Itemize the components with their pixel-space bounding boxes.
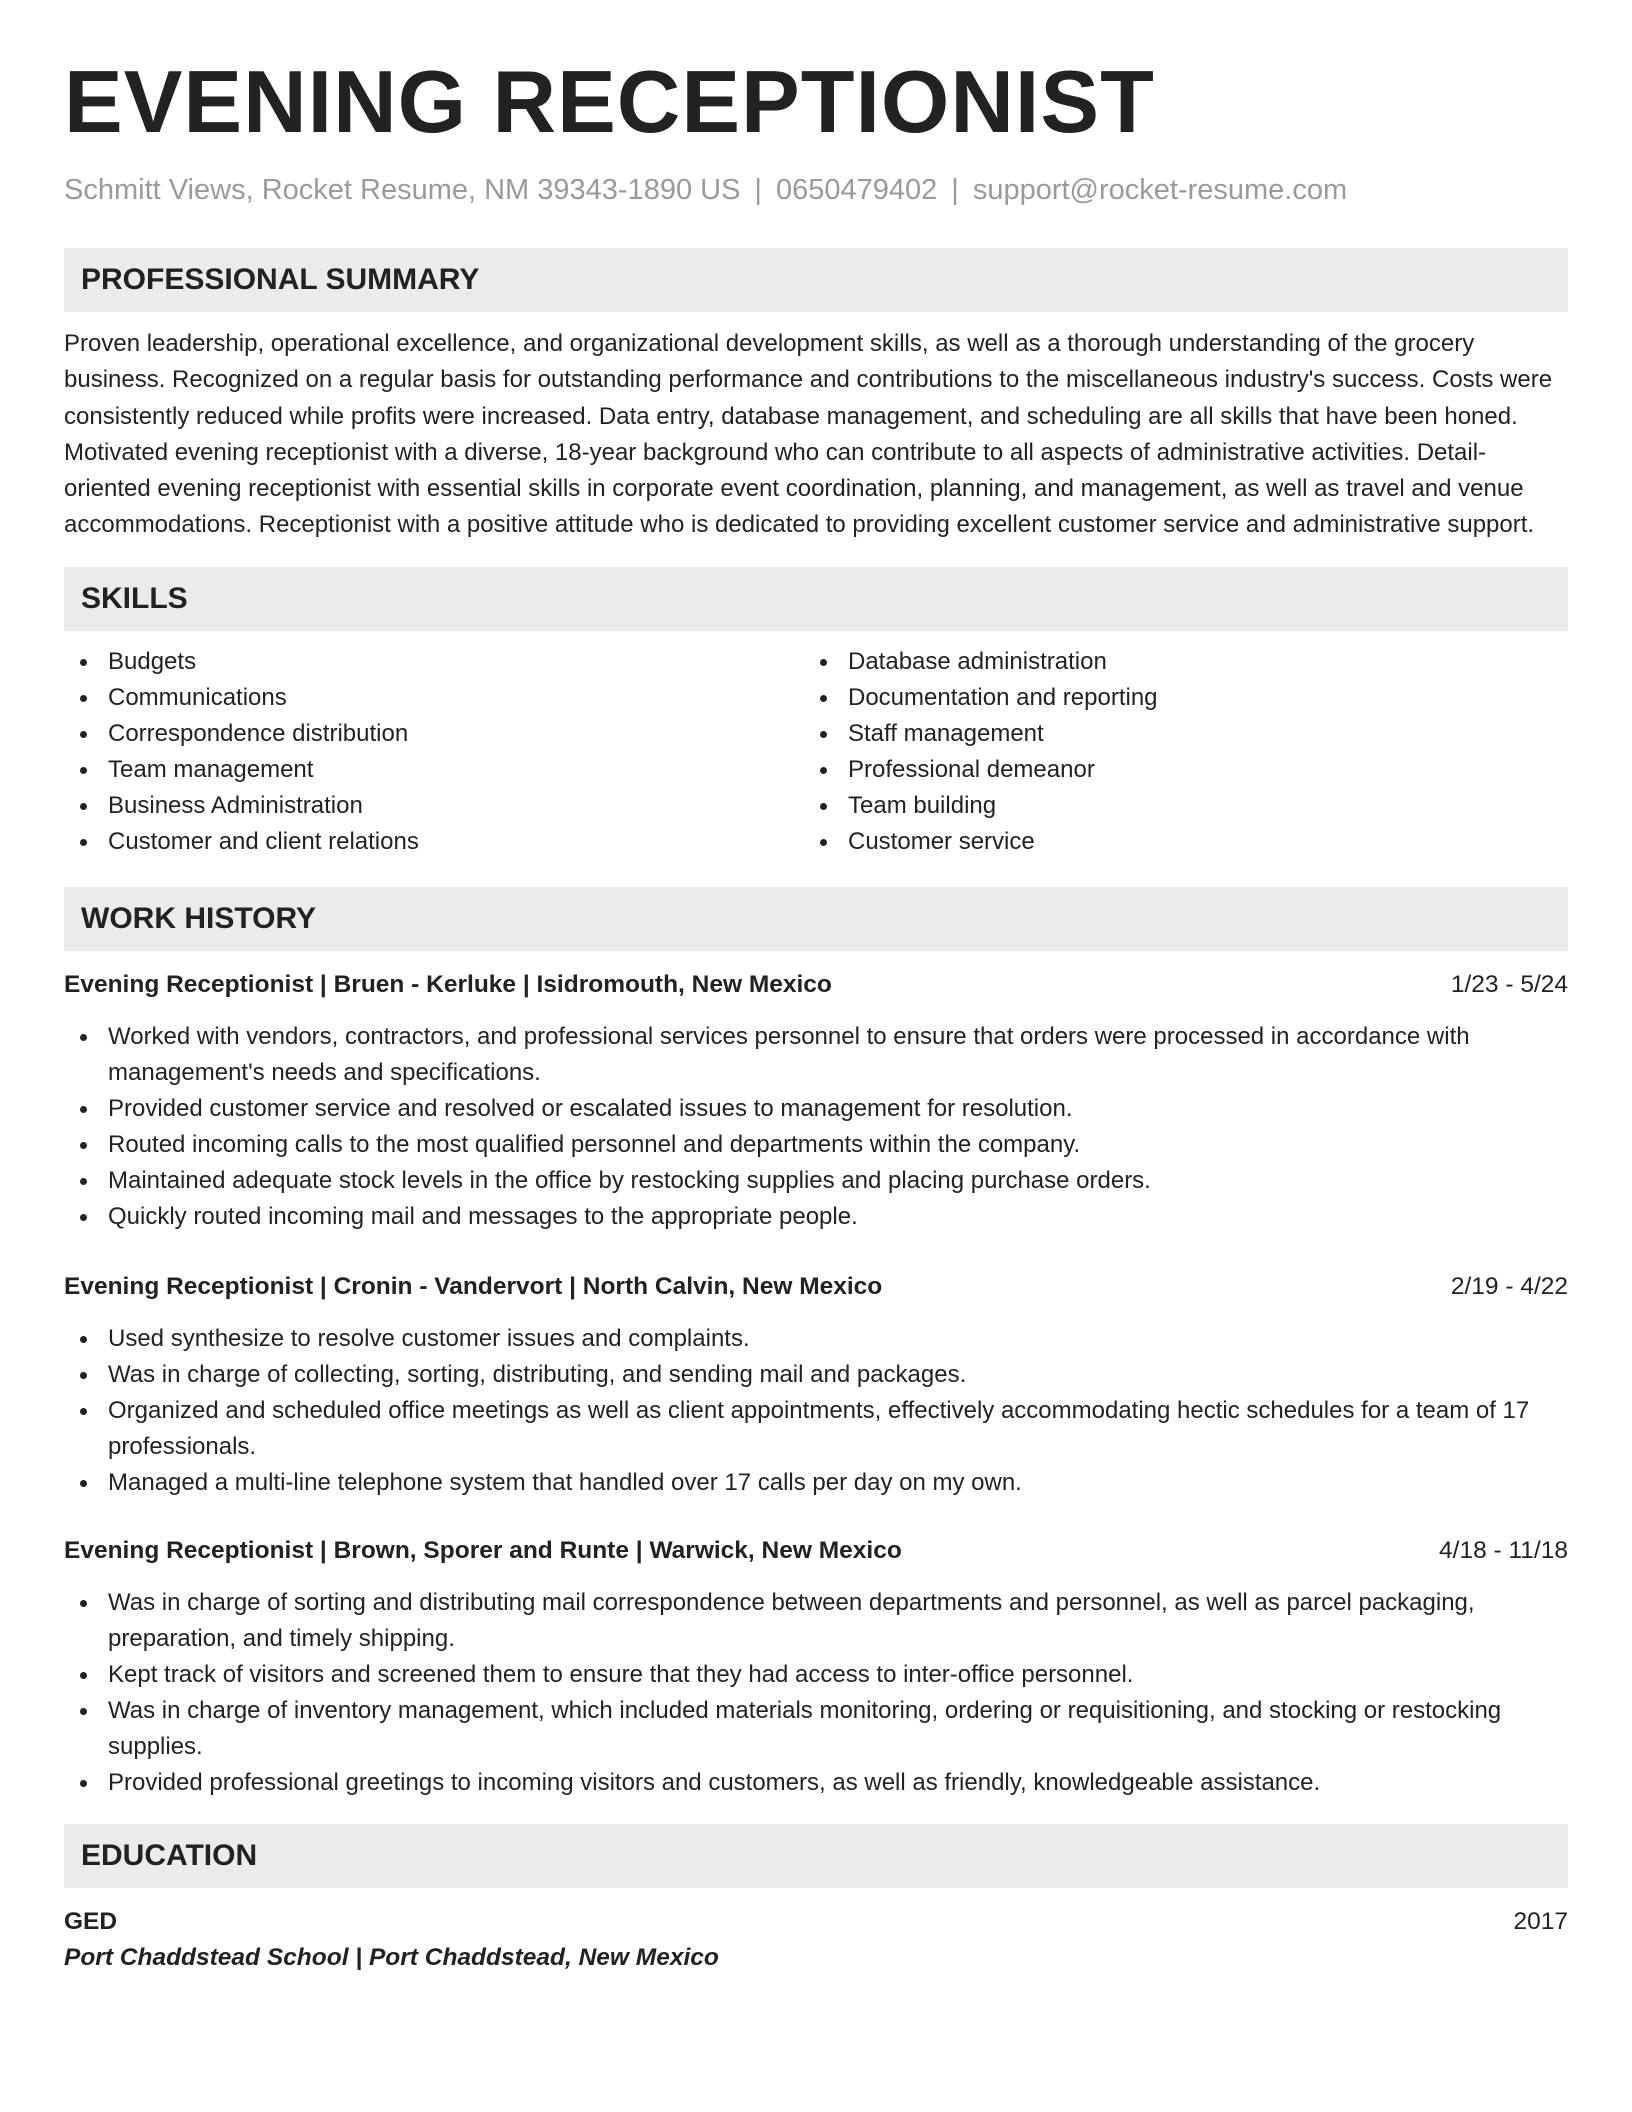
contact-phone: 0650479402 xyxy=(775,174,938,206)
skill-item: Correspondence distribution xyxy=(64,716,804,752)
job-header xyxy=(64,967,1568,1003)
summary-text: Proven leadership, operational excellence, and organizational development skills, as well as a thorough understanding of the grocery business. Recognized on a regular basis for outstanding performance and contributions to the miscellaneous industry's success. Costs were consistently reduced while profits were increased. Data entry, database management, and scheduling are all skills that have been honed. Motivated evening receptionist with a diverse, 18-year background who can contribute to all aspects of administrative activities. Detail-oriented evening receptionist with essential skills in corporate event coordination, planning, and management, as well as travel and venue accommodations. Receptionist with a positive attitude who is dedicated to providing excellent customer service and administrative support. xyxy=(64,330,1553,539)
job-bullet: Was in charge of inventory management, which included materials monitoring, ordering or requisitioning, and stocking or restocking supplies. xyxy=(64,1693,1568,1765)
job-dates: 4/18 - 11/18 xyxy=(1439,1536,1568,1564)
resume-name: EVENING RECEPTIONIST xyxy=(64,52,1155,151)
section-heading-work-history: WORK HISTORY xyxy=(64,887,1568,951)
job-title: Evening Receptionist | Bruen - Kerluke | Isidromouth, New Mexico xyxy=(64,970,832,998)
skill-item: Professional demeanor xyxy=(804,752,1544,788)
job-header xyxy=(64,1269,1568,1305)
job-bullet: Provided professional greetings to incoming visitors and customers, as well as friendly, knowledgeable assistance. xyxy=(64,1765,1568,1801)
skill-item: Team management xyxy=(64,752,804,788)
job-bullet: Managed a multi-line telephone system that handled over 17 calls per day on my own. xyxy=(64,1465,1568,1501)
skill-item: Team building xyxy=(804,788,1544,824)
job-dates: 2/19 - 4/22 xyxy=(1450,1272,1568,1300)
job-bullet: Maintained adequate stock levels in the office by restocking supplies and placing purchase orders. xyxy=(64,1163,1568,1199)
job-bullet: Was in charge of collecting, sorting, distributing, and sending mail and packages. xyxy=(64,1357,1568,1393)
job-bullet: Kept track of visitors and screened them to ensure that they had access to inter-office personnel. xyxy=(64,1657,1568,1693)
skill-item: Database administration xyxy=(804,644,1544,680)
job-bullets xyxy=(64,1019,1568,1235)
job-entry xyxy=(64,1533,1568,1801)
job-bullet: Organized and scheduled office meetings as well as client appointments, effectively accommodating hectic schedules for a team of 17 professionals. xyxy=(64,1393,1568,1465)
job-bullet: Routed incoming calls to the most qualified personnel and departments within the company. xyxy=(64,1127,1568,1163)
skill-item: Documentation and reporting xyxy=(804,680,1544,716)
section-heading-skills: SKILLS xyxy=(64,567,1568,631)
job-title: Evening Receptionist | Brown, Sporer and Runte | Warwick, New Mexico xyxy=(64,1536,902,1564)
contact-separator: | xyxy=(754,174,762,206)
skill-item: Staff management xyxy=(804,716,1544,752)
education-year: 2017 xyxy=(1513,1907,1568,1935)
contact-address: Schmitt Views, Rocket Resume, NM 39343-1890 US xyxy=(64,174,741,206)
job-dates: 1/23 - 5/24 xyxy=(1450,970,1568,998)
skill-item: Customer service xyxy=(804,824,1544,860)
section-heading-summary: PROFESSIONAL SUMMARY xyxy=(64,248,1568,312)
skill-item: Communications xyxy=(64,680,804,716)
education-degree: GED xyxy=(64,1907,118,1935)
job-bullets xyxy=(64,1321,1568,1501)
contact-line xyxy=(64,172,1568,208)
skill-item: Business Administration xyxy=(64,788,804,824)
job-bullet: Used synthesize to resolve customer issues and complaints. xyxy=(64,1321,1568,1357)
job-bullet: Was in charge of sorting and distributing mail correspondence between departments and personnel, as well as parcel packaging, preparation, and timely shipping. xyxy=(64,1585,1568,1657)
education-entry xyxy=(64,1904,1568,1976)
job-entry xyxy=(64,967,1568,1235)
job-header xyxy=(64,1533,1568,1569)
education-school: Port Chaddstead School | Port Chaddstead, New Mexico xyxy=(64,1943,719,1971)
job-bullet: Quickly routed incoming mail and messages to the appropriate people. xyxy=(64,1199,1568,1235)
job-entry xyxy=(64,1269,1568,1501)
contact-email: support@rocket-resume.com xyxy=(972,174,1348,206)
job-bullets xyxy=(64,1585,1568,1801)
skills-column-right xyxy=(804,644,1544,860)
skills-column-left xyxy=(64,644,804,860)
contact-separator: | xyxy=(951,174,959,206)
job-bullet: Provided customer service and resolved or escalated issues to management for resolution. xyxy=(64,1091,1568,1127)
job-bullet: Worked with vendors, contractors, and professional services personnel to ensure that orders were processed in accordance with management's needs and specifications. xyxy=(64,1019,1568,1091)
section-heading-education: EDUCATION xyxy=(64,1824,1568,1888)
skills-list xyxy=(64,644,1568,860)
job-title: Evening Receptionist | Cronin - Vandervort | North Calvin, New Mexico xyxy=(64,1272,883,1300)
skill-item: Budgets xyxy=(64,644,804,680)
education-header xyxy=(64,1904,1568,1940)
skill-item: Customer and client relations xyxy=(64,824,804,860)
